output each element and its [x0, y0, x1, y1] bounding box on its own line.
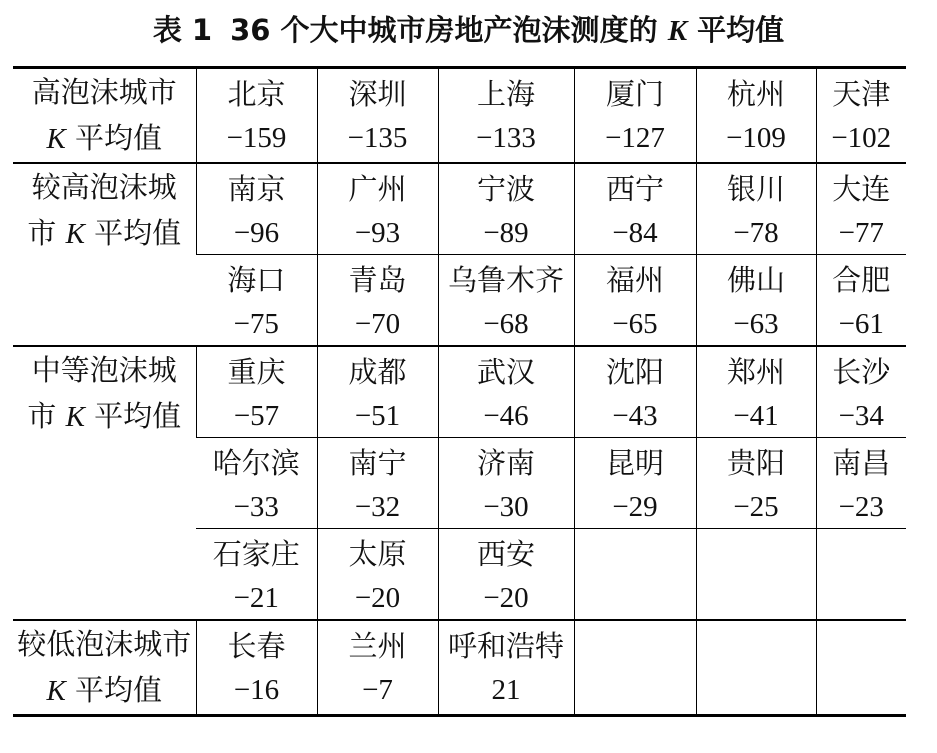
table-row [13, 163, 906, 255]
city-name: 南京 [227, 172, 286, 206]
group-label-line1: 中等泡沫城 [31, 353, 177, 387]
city-name: 沈阳 [605, 355, 664, 389]
city-cell [696, 529, 816, 621]
k-value: −41 [733, 400, 779, 432]
city-name: 太原 [348, 537, 407, 571]
k-value [575, 577, 696, 619]
city-cell [696, 255, 816, 347]
group-label-rest: 平均值 [84, 216, 182, 250]
city-name: 天津 [832, 77, 891, 111]
group-label-k: K [46, 123, 66, 155]
table-row [13, 346, 906, 438]
group-label-line2 [13, 210, 196, 257]
k-value: −30 [483, 491, 529, 523]
k-value: −29 [612, 491, 658, 523]
k-value: −102 [831, 122, 892, 154]
k-value: −133 [476, 122, 536, 154]
k-value: −84 [612, 217, 658, 249]
table-row [13, 620, 906, 716]
k-value [575, 669, 696, 711]
k-value: −78 [733, 217, 779, 249]
city-name: 长春 [227, 629, 286, 663]
city-name: 重庆 [227, 355, 286, 389]
city-cell [696, 346, 816, 438]
table-row [13, 68, 906, 164]
group-label-line2 [13, 667, 196, 714]
city-cell [317, 438, 438, 529]
city-cell [438, 68, 574, 164]
city-name: 佛山 [726, 263, 785, 297]
city-cell [696, 163, 816, 255]
group-label-line1: 高泡沫城市 [31, 75, 177, 109]
city-cell [574, 163, 696, 255]
group-label-cell [13, 163, 196, 346]
city-name: 呼和浩特 [447, 629, 564, 663]
city-cell [317, 68, 438, 164]
k-value: −16 [233, 674, 280, 706]
city-cell [317, 529, 438, 621]
city-name: 南昌 [832, 446, 891, 480]
k-value: −89 [483, 217, 529, 249]
group-label-line1: 较高泡沫城 [31, 170, 177, 204]
city-name: 兰州 [348, 629, 407, 663]
city-name: 杭州 [726, 77, 785, 111]
bubble-table [13, 66, 906, 717]
city-cell [196, 529, 317, 621]
city-cell [317, 255, 438, 347]
k-value: −33 [233, 491, 279, 523]
city-name: 长沙 [832, 355, 891, 389]
k-value: −34 [838, 400, 884, 432]
city-name: 大连 [832, 172, 891, 206]
city-name [697, 531, 816, 577]
city-name: 石家庄 [212, 537, 300, 571]
k-value: −23 [838, 491, 884, 523]
city-cell [696, 438, 816, 529]
group-label-k: K [65, 401, 85, 433]
city-name [575, 623, 696, 669]
k-value: −20 [354, 582, 401, 614]
city-cell [196, 68, 317, 164]
title-suffix: 平均值 [697, 13, 785, 47]
city-cell [438, 255, 574, 347]
city-cell [574, 620, 696, 716]
city-cell [438, 529, 574, 621]
group-label-prefix: 市 [27, 399, 66, 433]
city-name: 厦门 [605, 77, 664, 111]
city-cell [816, 346, 906, 438]
k-value: −68 [483, 308, 529, 340]
city-name: 宁波 [476, 172, 535, 206]
city-cell [574, 529, 696, 621]
city-cell [816, 438, 906, 529]
k-value: −96 [233, 217, 280, 249]
k-value: −65 [612, 308, 658, 340]
title-k: K [667, 15, 688, 47]
city-name [575, 531, 696, 577]
city-cell [816, 163, 906, 255]
city-name: 郑州 [726, 355, 785, 389]
k-value: −135 [347, 122, 408, 154]
city-name: 西安 [476, 537, 535, 571]
k-value [697, 669, 816, 711]
k-value: −75 [233, 308, 279, 340]
city-cell [196, 620, 317, 716]
city-name: 青岛 [348, 263, 407, 297]
city-name: 银川 [726, 172, 785, 206]
k-value: −25 [733, 491, 779, 523]
city-name: 西宁 [605, 172, 664, 206]
k-value: −70 [354, 308, 401, 340]
city-cell [816, 255, 906, 347]
k-value [697, 577, 816, 619]
k-value: −61 [838, 308, 884, 340]
city-cell [317, 620, 438, 716]
city-name: 深圳 [348, 77, 407, 111]
table-number: 表 1 [152, 13, 213, 47]
city-cell [574, 438, 696, 529]
city-cell [438, 620, 574, 716]
group-label-rest: 平均值 [84, 399, 182, 433]
city-cell [196, 255, 317, 347]
table-body [13, 68, 906, 716]
k-value: −93 [354, 217, 401, 249]
city-name: 昆明 [605, 446, 664, 480]
k-value: 21 [491, 674, 521, 706]
k-value: −32 [354, 491, 401, 523]
city-cell [438, 163, 574, 255]
k-value [817, 669, 907, 711]
k-value [817, 577, 907, 619]
city-name: 贵阳 [726, 446, 785, 480]
k-value: −159 [226, 122, 287, 154]
k-value: −20 [483, 582, 529, 614]
k-value: −7 [362, 674, 393, 706]
city-name: 广州 [348, 172, 407, 206]
k-value: −57 [233, 400, 280, 432]
city-name: 南宁 [348, 446, 407, 480]
city-cell [438, 438, 574, 529]
city-cell [196, 438, 317, 529]
city-cell [196, 346, 317, 438]
group-label-line2 [13, 393, 196, 440]
city-name: 成都 [348, 355, 407, 389]
table-title [0, 8, 937, 52]
city-cell [574, 68, 696, 164]
k-value: −51 [354, 400, 401, 432]
city-cell [816, 529, 906, 621]
city-name [697, 623, 816, 669]
city-name: 济南 [476, 446, 535, 480]
group-label-cell [13, 68, 196, 164]
city-cell [196, 163, 317, 255]
city-name [817, 531, 907, 577]
group-label-line2 [13, 115, 196, 162]
group-label-cell [13, 620, 196, 716]
k-value: −127 [605, 122, 665, 154]
k-value: −21 [233, 582, 279, 614]
city-name: 北京 [227, 77, 286, 111]
city-cell [696, 68, 816, 164]
city-cell [317, 163, 438, 255]
city-name: 乌鲁木齐 [447, 263, 564, 297]
city-cell [696, 620, 816, 716]
city-cell [574, 255, 696, 347]
city-cell [816, 68, 906, 164]
group-label-rest: 平均值 [65, 673, 163, 707]
k-value: −63 [733, 308, 779, 340]
city-name: 合肥 [832, 263, 891, 297]
city-name: 武汉 [476, 355, 535, 389]
group-label-prefix: 市 [27, 216, 66, 250]
k-value: −46 [483, 400, 529, 432]
title-text: 36 个大中城市房地产泡沫测度的 [230, 13, 658, 47]
city-name: 海口 [227, 263, 286, 297]
city-cell [317, 346, 438, 438]
k-value: −43 [612, 400, 658, 432]
city-name: 福州 [605, 263, 664, 297]
group-label-cell [13, 346, 196, 620]
k-value: −109 [726, 122, 786, 154]
k-value: −77 [838, 217, 884, 249]
group-label-rest: 平均值 [65, 121, 163, 155]
group-label-k: K [46, 675, 66, 707]
city-name [817, 623, 907, 669]
city-cell [438, 346, 574, 438]
city-name: 哈尔滨 [212, 446, 300, 480]
group-label-k: K [65, 218, 85, 250]
group-label-line1: 较低泡沫城市 [17, 627, 192, 661]
city-cell [574, 346, 696, 438]
city-cell [816, 620, 906, 716]
city-name: 上海 [476, 77, 535, 111]
